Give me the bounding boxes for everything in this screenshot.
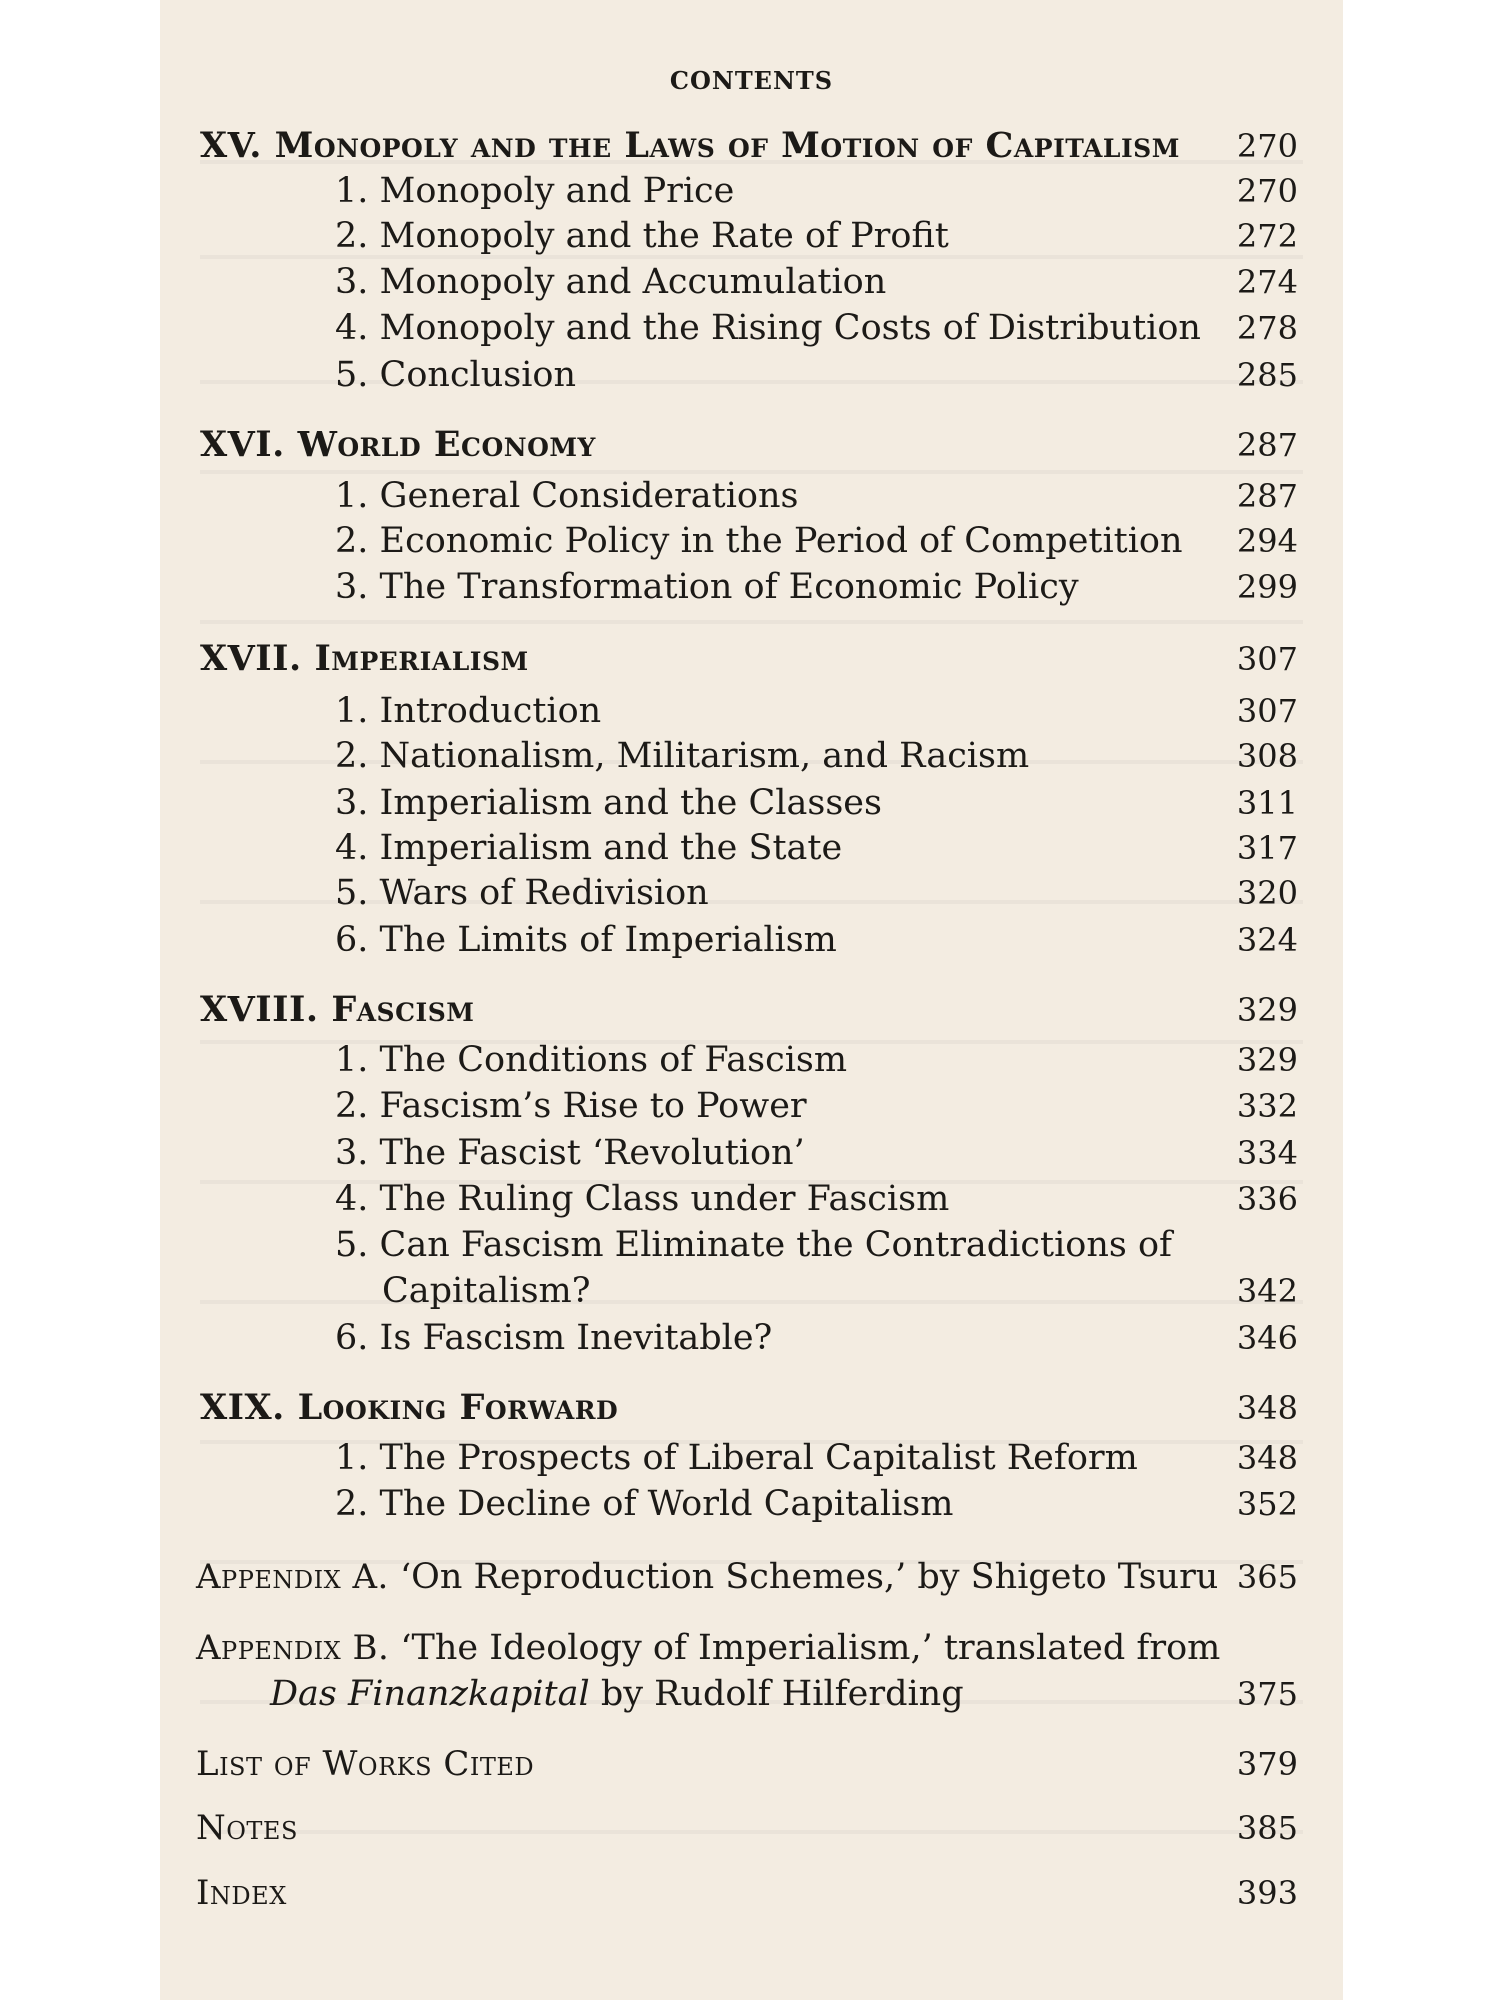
- toc-appendix-b[interactable]: Appendix B. ‘The Ideology of Imperialism,’ translated from: [196, 1628, 1221, 1668]
- toc-section[interactable]: 3. The Fascist ‘Revolution’ 334: [335, 1133, 1298, 1173]
- toc-section[interactable]: 1. Introduction 307: [335, 691, 1298, 731]
- book-page: [160, 0, 1343, 2000]
- toc-section[interactable]: 6. Is Fascism Inevitable? 346: [335, 1318, 1298, 1358]
- toc-section[interactable]: 4. Imperialism and the State 317: [335, 828, 1298, 868]
- toc-chapter[interactable]: XVII. Imperialism 307: [200, 638, 1298, 679]
- toc-section[interactable]: 1. The Conditions of Fascism 329: [335, 1040, 1298, 1080]
- toc-chapter[interactable]: XVI. World Economy 287: [200, 424, 1298, 465]
- toc-section[interactable]: 2. Nationalism, Militarism, and Racism 308: [335, 736, 1298, 776]
- toc-works-cited[interactable]: List of Works Cited 379: [196, 1744, 1298, 1784]
- toc-section[interactable]: 5. Conclusion 285: [335, 355, 1298, 395]
- toc-appendix-b-continuation[interactable]: Das Finanzkapital by Rudolf Hilferding 375: [270, 1674, 1298, 1714]
- toc-section-continuation[interactable]: Capitalism? 342: [382, 1271, 1298, 1311]
- toc-section[interactable]: 1. The Prospects of Liberal Capitalist Reform 348: [335, 1438, 1298, 1478]
- toc-section[interactable]: 2. The Decline of World Capitalism 352: [335, 1484, 1298, 1524]
- toc-section[interactable]: 1. Monopoly and Price 270: [335, 171, 1298, 211]
- toc-section[interactable]: 2. Monopoly and the Rate of Profit 272: [335, 216, 1298, 256]
- toc-section[interactable]: 4. Monopoly and the Rising Costs of Distribution 278: [335, 308, 1298, 348]
- contents-heading: CONTENTS: [669, 66, 834, 95]
- toc-appendix-a[interactable]: Appendix A. ‘On Reproduction Schemes,’ by Shigeto Tsuru 365: [196, 1557, 1298, 1597]
- toc-section[interactable]: 2. Fascism’s Rise to Power 332: [335, 1086, 1298, 1126]
- page-number: 270: [1236, 127, 1298, 165]
- toc-section[interactable]: 1. General Considerations 287: [335, 476, 1298, 516]
- toc-section[interactable]: 3. Imperialism and the Classes 311: [335, 783, 1298, 823]
- toc-chapter[interactable]: XV. Monopoly and the Laws of Motion of Capitalism 270: [160, 123, 1343, 169]
- toc-section[interactable]: 3. The Transformation of Economic Policy 299: [335, 567, 1298, 607]
- toc-section[interactable]: 5. Can Fascism Eliminate the Contradictions of: [335, 1225, 1172, 1265]
- toc-notes[interactable]: Notes 385: [196, 1808, 1298, 1848]
- toc-index[interactable]: Index 393: [196, 1873, 1298, 1913]
- toc-section[interactable]: 3. Monopoly and Accumulation 274: [335, 262, 1298, 302]
- toc-chapter[interactable]: XVIII. Fascism 329: [200, 989, 1298, 1030]
- toc-section[interactable]: 6. The Limits of Imperialism 324: [335, 920, 1298, 960]
- toc-section[interactable]: 2. Economic Policy in the Period of Competition 294: [335, 521, 1298, 561]
- toc-section[interactable]: 4. The Ruling Class under Fascism 336: [335, 1179, 1298, 1219]
- toc-chapter[interactable]: XIX. Looking Forward 348: [200, 1387, 1298, 1428]
- toc-section[interactable]: 5. Wars of Redivision 320: [335, 873, 1298, 913]
